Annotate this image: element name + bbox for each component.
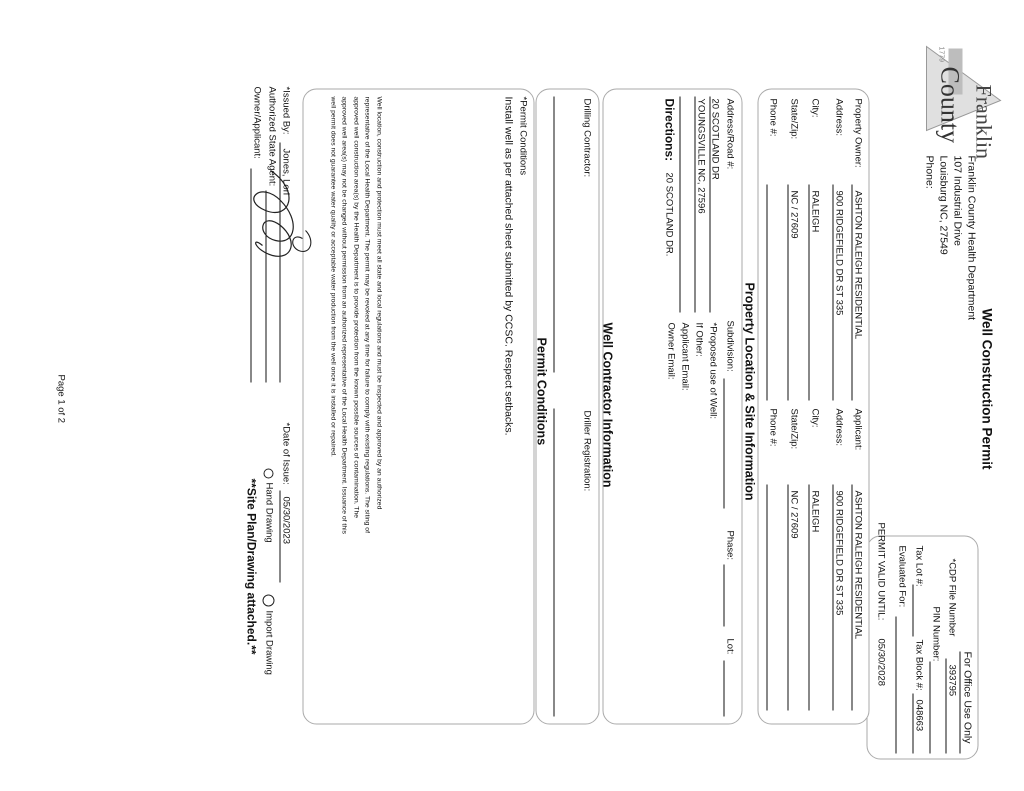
driller-registration-label: Driller Registration:	[581, 410, 592, 491]
pin-label: PIN Number:	[930, 606, 941, 661]
valid-value: 05/30/2028	[875, 638, 886, 686]
disclaimer-line: representative of the Local Health Department. The permit may be revoked at any time for failure to comply with existing regulations. The siting of	[363, 96, 371, 533]
tax-block-value: 048663	[913, 699, 924, 731]
evaluated-label: Evaluated For:	[896, 545, 907, 607]
disclaimer	[326, 96, 384, 712]
cdp-value: 393795	[946, 664, 957, 696]
owner-value: ASHTON RALEIGH RESIDENTIAL	[852, 190, 863, 339]
cdp-label: *CDP File Number	[946, 558, 957, 636]
drilling-contractor-label: Drilling Contractor:	[581, 98, 592, 177]
agent-label: Authorized State Agent:	[266, 86, 277, 186]
phase-label: Phase:	[724, 530, 735, 560]
subdivision-label: Subdivision:	[724, 320, 735, 372]
logo-year: 1779	[937, 46, 944, 62]
valid-label: PERMIT VALID UNTIL:	[875, 522, 886, 620]
applicant-phone-label: Phone #:	[767, 408, 778, 447]
directions-label: Directions:	[662, 98, 676, 161]
dept-address1: 107 Industrial Drive	[951, 155, 963, 246]
owner-address-label: Address:	[833, 98, 844, 136]
owner-applicant-label: Owner/Applicant:	[251, 86, 262, 159]
disclaimer-line: well permit does not guarantee water quality or acceptable water production from the well once it is installed or repaired.	[328, 96, 336, 457]
issued-by-label: *Issued By:	[280, 86, 291, 135]
owner-phone-label: Phone #:	[767, 98, 778, 137]
signature-mark	[240, 150, 320, 280]
dept-phone-label: Phone:	[923, 155, 935, 189]
owner-label: Property Owner:	[852, 98, 863, 168]
office-use-underline	[959, 651, 960, 753]
disclaimer-line: approved well construction area(s) by the Health Department is to provide protection from the known possible sources of contamination. The	[351, 96, 359, 518]
applicant-label: Applicant:	[852, 408, 863, 450]
location-address-line2: YOUNGSVILLE NC, 27596	[695, 98, 706, 214]
owner-state-value: NC / 27609	[788, 190, 799, 239]
import-drawing-label: Import Drawing	[263, 610, 274, 675]
dept-address2: Louisburg NC, 27549	[937, 155, 949, 255]
location-address-label: Address/Road #:	[724, 98, 735, 169]
issued-by-value: Jones, Lori	[280, 148, 291, 195]
applicant-state-value: NC / 27609	[788, 490, 799, 539]
contractor-heading: Well Contractor Information	[600, 322, 614, 488]
owner-city-value: RALEIGH	[809, 190, 820, 232]
date-issue-label: *Date of Issue:	[280, 422, 291, 485]
disclaimer-line: approved well area(s) may not be changed without permission from an authorized representative of the Local Health Department. Issuance of this	[340, 96, 348, 534]
logo-word-county: County	[935, 66, 964, 143]
applicant-address-label: Address:	[833, 408, 844, 446]
proposed-use-label: *Proposed use of Well:	[707, 322, 718, 419]
page-title: Well Construction Permit	[979, 308, 994, 470]
applicant-email-label: Applicant Email:	[679, 322, 690, 391]
office-use-box	[866, 522, 978, 759]
owner-state-label: State/Zip:	[788, 98, 799, 139]
location-heading: Property Location & Site Information	[742, 282, 756, 501]
page-number: Page 1 of 2	[55, 374, 66, 423]
conditions-text: Install well as per attached sheet submitted by CCSC. Respect setbacks.	[502, 96, 514, 436]
lot-label: Lot:	[724, 638, 735, 654]
tax-block-label: Tax Block #:	[913, 639, 924, 691]
if-other-label: If Other:	[693, 322, 704, 357]
hand-drawing-label: Hand Drawing	[263, 482, 274, 543]
date-issue-value: 05/30/2023	[280, 496, 291, 544]
applicant-value: ASHTON RALEIGH RESIDENTIAL	[852, 490, 863, 639]
dept-name: Franklin County Health Department	[965, 155, 977, 320]
import-drawing-radio[interactable]	[262, 594, 274, 606]
tax-lot-label: Tax Lot #:	[913, 545, 924, 587]
applicant-address-value: 900 RIDGEFIELD DR ST 335	[833, 490, 844, 615]
applicant-city-value: RALEIGH	[809, 490, 820, 532]
directions-value: 20 SCOTLAND DR.	[663, 172, 674, 256]
disclaimer-line: Well location, construction and protection must meet all state and local regulations and must be inspected and approved by an authorized	[375, 96, 382, 509]
conditions-heading: Permit Conditions	[534, 337, 548, 445]
owner-email-label: Owner Email:	[665, 322, 676, 380]
hand-drawing-radio[interactable]	[263, 468, 273, 478]
county-logo	[924, 38, 1004, 159]
applicant-city-label: City:	[809, 408, 820, 427]
logo-word-franklin: Franklin	[971, 84, 996, 159]
owner-city-label: City:	[809, 98, 820, 117]
site-plan-note: **Site Plan/Drawing attached.**	[244, 478, 258, 655]
applicant-state-label: State/Zip:	[788, 408, 799, 449]
office-use-heading: For Office Use Only	[961, 651, 973, 743]
owner-address-value: 900 RIDGEFIELD DR ST 335	[833, 190, 844, 315]
location-address-line1: 20 SCOTLAND DR	[709, 98, 720, 180]
conditions-sub-label: *Permit Conditions	[517, 96, 528, 175]
